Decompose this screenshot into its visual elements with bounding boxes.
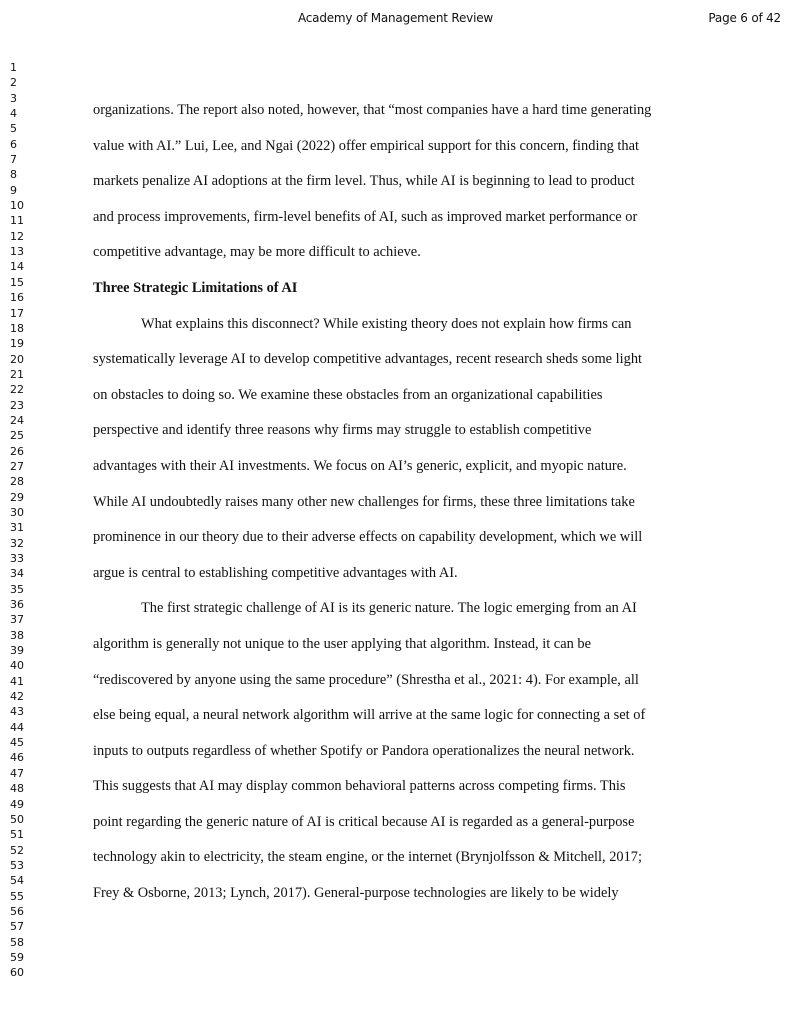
- line-number: 40: [10, 659, 24, 673]
- line-number: 36: [10, 598, 24, 612]
- line-number: 3: [10, 91, 17, 105]
- line-number: 38: [10, 628, 24, 642]
- line-number: 8: [10, 168, 17, 182]
- line-number: 25: [10, 429, 24, 443]
- line-number: 24: [10, 413, 24, 427]
- line-number: 59: [10, 950, 24, 964]
- line-number: 15: [10, 275, 24, 289]
- running-header: [0, 11, 791, 29]
- line-number: 2: [10, 76, 17, 90]
- line-number: 32: [10, 536, 24, 550]
- line-number: 11: [10, 214, 24, 228]
- line-number: 6: [10, 137, 17, 151]
- line-number: 35: [10, 582, 24, 596]
- text-line: Frey & Osborne, 2013; Lynch, 2017). General-purpose technologies are likely to be widely: [93, 885, 619, 902]
- paragraph-intro-continued: [93, 93, 703, 271]
- text-line: inputs to outputs regardless of whether Spotify or Pandora operationalizes the neural network.: [93, 742, 635, 759]
- line-number: 22: [10, 383, 24, 397]
- line-number: 10: [10, 199, 24, 213]
- text-line: markets penalize AI adoptions at the firm level. Thus, while AI is beginning to lead to product: [93, 173, 635, 190]
- line-number: 18: [10, 321, 24, 335]
- line-number: 46: [10, 751, 24, 765]
- line-number: 7: [10, 153, 17, 167]
- journal-title: Academy of Management Review: [297, 11, 493, 25]
- line-number: 9: [10, 183, 17, 197]
- text-line: argue is central to establishing competitive advantages with AI.: [93, 564, 458, 581]
- text-line: perspective and identify three reasons why firms may struggle to establish competitive: [93, 422, 592, 439]
- line-number: 42: [10, 690, 24, 704]
- line-number: 26: [10, 444, 24, 458]
- text-line: The first strategic challenge of AI is its generic nature. The logic emerging from an AI: [141, 600, 637, 617]
- line-number: 21: [10, 367, 24, 381]
- line-number: 54: [10, 874, 24, 888]
- line-number: 48: [10, 782, 24, 796]
- page-number: Page 6 of 42: [708, 11, 781, 25]
- line-number: 50: [10, 812, 24, 826]
- text-line: prominence in our theory due to their adverse effects on capability development, which we will: [93, 529, 643, 546]
- line-number: 47: [10, 766, 24, 780]
- line-number: 4: [10, 107, 17, 121]
- text-line: competitive advantage, may be more difficult to achieve.: [93, 244, 421, 261]
- line-number: 27: [10, 459, 24, 473]
- line-number: 14: [10, 260, 24, 274]
- line-number: 12: [10, 229, 24, 243]
- line-number: 17: [10, 306, 24, 320]
- text-line: “rediscovered by anyone using the same procedure” (Shrestha et al., 2021: 4). For example, all: [93, 671, 639, 688]
- line-number: 56: [10, 904, 24, 918]
- line-number: 44: [10, 720, 24, 734]
- text-line: algorithm is generally not unique to the user applying that algorithm. Instead, it can be: [93, 635, 591, 652]
- line-number: 58: [10, 935, 24, 949]
- section-heading: Three Strategic Limitations of AI: [93, 279, 298, 296]
- line-number: 33: [10, 552, 24, 565]
- line-number: 45: [10, 736, 24, 750]
- line-number: 37: [10, 613, 24, 627]
- line-number: 20: [10, 352, 24, 366]
- line-number: 57: [10, 920, 24, 934]
- line-number: 30: [10, 505, 24, 519]
- line-number: 41: [10, 674, 24, 688]
- line-number: 55: [10, 889, 24, 903]
- line-number: 53: [10, 858, 24, 872]
- line-number: 13: [10, 245, 24, 259]
- text-line: While AI undoubtedly raises many other new challenges for firms, these three limitations take: [93, 493, 635, 510]
- text-line: organizations. The report also noted, however, that “most companies have a hard time generating: [93, 102, 652, 118]
- line-number: 1: [10, 61, 17, 74]
- line-number: 31: [10, 521, 24, 535]
- line-number: 28: [10, 475, 24, 489]
- line-number: 34: [10, 567, 24, 581]
- line-number: 19: [10, 337, 24, 351]
- paragraph-disconnect: [93, 307, 703, 592]
- line-number: 43: [10, 705, 24, 719]
- text-line: technology akin to electricity, the steam engine, or the internet (Brynjolfsson & Mitchell, 2017;: [93, 849, 642, 866]
- line-number: 60: [10, 966, 24, 980]
- line-number: 52: [10, 843, 24, 857]
- paragraph-generic-nature: [93, 591, 703, 911]
- line-number: 51: [10, 828, 24, 842]
- text-line: systematically leverage AI to develop competitive advantages, recent research sheds some light: [93, 351, 643, 368]
- line-number: 16: [10, 291, 24, 305]
- text-line: What explains this disconnect? While existing theory does not explain how firms can: [141, 315, 632, 332]
- text-line: point regarding the generic nature of AI is critical because AI is regarded as a general-purpose: [93, 813, 635, 830]
- text-line: on obstacles to doing so. We examine these obstacles from an organizational capabilities: [93, 386, 603, 403]
- line-number: 23: [10, 398, 24, 412]
- text-line: advantages with their AI investments. We focus on AI’s generic, explicit, and myopic nature.: [93, 457, 627, 474]
- text-line: and process improvements, firm-level benefits of AI, such as improved market performance or: [93, 208, 638, 225]
- text-line: value with AI.” Lui, Lee, and Ngai (2022) offer empirical support for this concern, finding that: [93, 137, 640, 154]
- line-number: 29: [10, 490, 24, 504]
- text-line: else being equal, a neural network algorithm will arrive at the same logic for connecting a set of: [93, 707, 646, 724]
- line-number-gutter: [10, 60, 40, 981]
- line-number: 49: [10, 797, 24, 811]
- line-number: 39: [10, 644, 24, 658]
- line-number: 5: [10, 122, 17, 136]
- text-line: This suggests that AI may display common behavioral patterns across competing firms. This: [93, 778, 626, 795]
- manuscript-body: [93, 93, 703, 912]
